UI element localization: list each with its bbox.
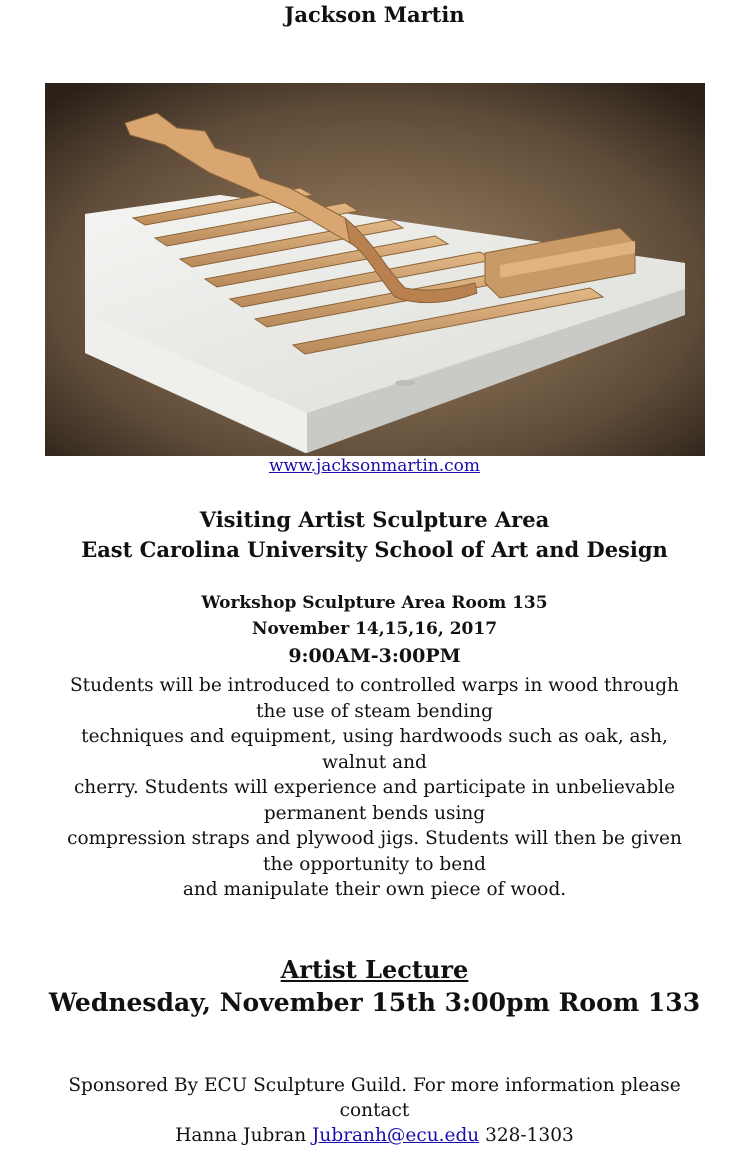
description-line: permanent bends using — [263, 802, 486, 824]
description-line: the use of steam bending — [256, 700, 493, 722]
workshop-dates: November 14,15,16, 2017 — [251, 619, 498, 639]
contact-phone: 328-1303 — [485, 1125, 574, 1146]
description-line: Students will be introduced to controlled warps in wood through — [70, 675, 679, 696]
workshop-room: Workshop Sculpture Area Room 135 — [201, 593, 548, 613]
website-link[interactable]: www.jacksonmartin.com — [268, 456, 481, 476]
description-line: the opportunity to bend — [263, 853, 486, 875]
workshop-time: 9:00AM-3:00PM — [288, 645, 461, 667]
contact-email-link[interactable]: Jubranh@ecu.edu — [312, 1125, 480, 1146]
description-line: techniques and equipment, using hardwoods such as oak, ash, — [81, 726, 668, 747]
artist-name: Jackson Martin — [284, 2, 465, 27]
heading-university: East Carolina University School of Art and Design — [81, 537, 668, 562]
lecture-when: Wednesday, November 15th 3:00pm Room 133 — [48, 988, 701, 1017]
sponsor-block — [0, 1073, 749, 1148]
contact-line — [0, 1123, 749, 1148]
sponsor-line: Sponsored By ECU Sculpture Guild. For more information please — [68, 1075, 681, 1096]
workshop-description — [0, 673, 749, 903]
sculpture-photo — [45, 83, 705, 456]
description-line: walnut and — [322, 751, 427, 773]
lecture-title: Artist Lecture — [280, 955, 469, 984]
description-line: compression straps and plywood jigs. Students will then be given — [67, 828, 682, 849]
sponsor-line: contact — [339, 1100, 410, 1121]
description-line: cherry. Students will experience and participate in unbelievable — [73, 777, 676, 798]
contact-name: Hanna Jubran — [175, 1125, 307, 1146]
website-line — [0, 456, 749, 476]
description-line: and manipulate their own piece of wood. — [182, 879, 567, 900]
heading-sculpture-area: Visiting Artist Sculpture Area — [199, 507, 550, 532]
